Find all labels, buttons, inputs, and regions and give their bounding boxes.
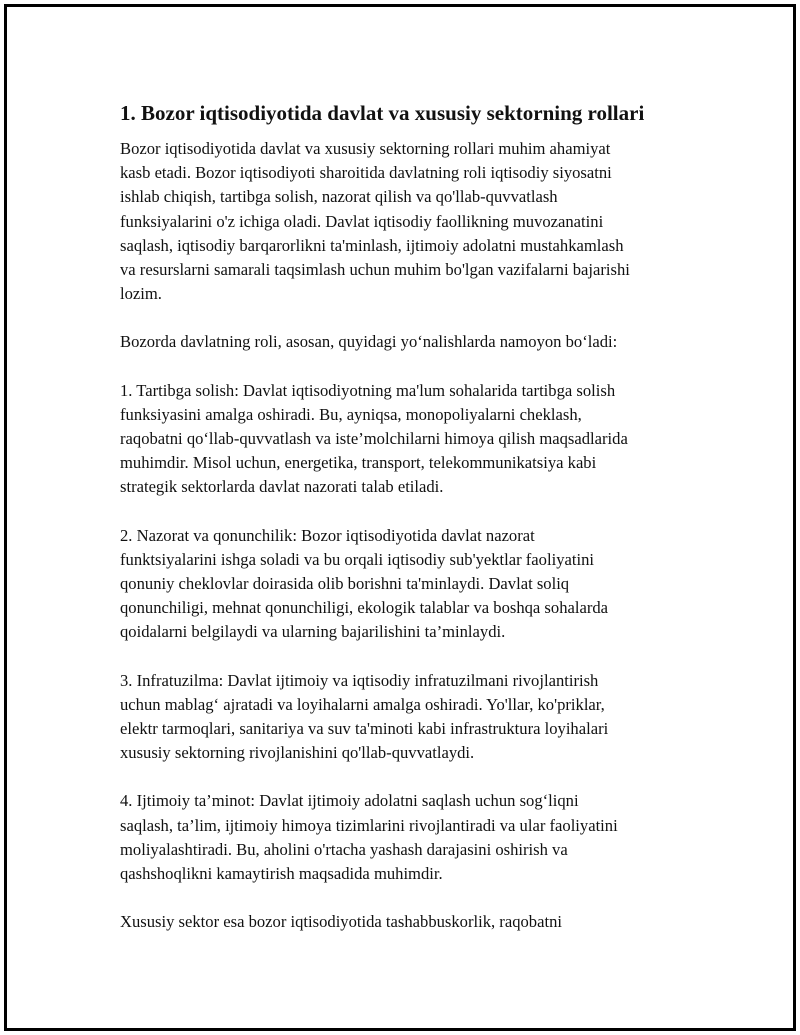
- text-line: muhimdir. Misol uchun, energetika, transport, telekommunikatsiya kabi: [120, 453, 597, 473]
- paragraph-item-3: [120, 669, 710, 766]
- paragraph-item-2: [120, 524, 710, 645]
- text-line: kasb etadi. Bozor iqtisodiyoti sharoitida davlatning roli iqtisodiy siyosatni: [120, 163, 612, 183]
- text-line: moliyalashtiradi. Bu, aholini o'rtacha yashash darajasini oshirish va: [120, 839, 568, 859]
- document-body: [120, 99, 710, 958]
- paragraph-private-sector: [120, 910, 710, 934]
- text-line: saqlash, iqtisodiy barqarorlikni ta'minlash, ijtimoiy adolatni mustahkamlash: [120, 235, 624, 255]
- text-line: qonunchiligi, mehnat qonunchiligi, ekologik talablar va boshqa sohalarda: [120, 598, 609, 618]
- text-line: strategik sektorlarda davlat nazorati talab etiladi.: [120, 477, 444, 497]
- text-line: saqlash, ta’lim, ijtimoiy himoya tizimlarini rivojlantiradi va ular faoliyatini: [120, 815, 618, 835]
- text-line: qoidalarni belgilaydi va ularning bajarilishini ta’minlaydi.: [120, 622, 506, 642]
- text-line: xususiy sektorning rivojlanishini qo'llab-quvvatlaydi.: [120, 743, 475, 763]
- text-line: 3. Infratuzilma: Davlat ijtimoiy va iqtisodiy infratuzilmani rivojlantirish: [120, 670, 599, 690]
- text-line: 2. Nazorat va qonunchilik: Bozor iqtisodiyotida davlat nazorat: [120, 525, 535, 545]
- paragraph-item-4: [120, 789, 710, 886]
- text-line: qonuniy cheklovlar doirasida olib borishni ta'minlaydi. Davlat soliq: [120, 574, 570, 594]
- text-line: ishlab chiqish, tartibga solish, nazorat qilish va qo'llab-quvvatlash: [120, 187, 558, 207]
- text-line: elektr tarmoqlari, sanitariya va suv ta'minoti kabi infrastruktura loyihalari: [120, 719, 609, 739]
- text-line: 4. Ijtimoiy ta’minot: Davlat ijtimoiy adolatni saqlash uchun sog‘liqni: [120, 791, 579, 811]
- text-line: funksiyalarini o'z ichiga oladi. Davlat iqtisodiy faollikning muvozanatini: [120, 211, 604, 231]
- text-line: 1. Tartibga solish: Davlat iqtisodiyotning ma'lum sohalarida tartibga solish: [120, 380, 616, 400]
- text-line: va resurslarni samarali taqsimlash uchun muhim bo'lgan vazifalarni bajarishi: [120, 260, 630, 280]
- text-line: Xususiy sektor esa bozor iqtisodiyotida tashabbuskorlik, raqobatni: [120, 912, 562, 932]
- paragraph-roles-intro: [120, 330, 710, 354]
- text-line: funksiyasini amalga oshiradi. Bu, ayniqsa, monopoliyalarni cheklash,: [120, 404, 582, 424]
- paragraph-intro: [120, 137, 710, 306]
- text-line: lozim.: [120, 284, 162, 304]
- page-frame: [4, 4, 796, 1031]
- text-line: raqobatni qo‘llab-quvvatlash va iste’molchilarni himoya qilish maqsadlarida: [120, 429, 628, 449]
- section-heading: 1. Bozor iqtisodiyotida davlat va xususiy sektorning rollari: [120, 101, 645, 125]
- text-line: Bozor iqtisodiyotida davlat va xususiy sektorning rollari muhim ahamiyat: [120, 139, 611, 158]
- text-line: funktsiyalarini ishga soladi va bu orqali iqtisodiy sub'yektlar faoliyatini: [120, 549, 594, 569]
- text-line: Bozorda davlatning roli, asosan, quyidagi yo‘nalishlarda namoyon bo‘ladi:: [120, 332, 618, 352]
- paragraph-item-1: [120, 379, 710, 500]
- text-line: uchun mablag‘ ajratadi va loyihalarni amalga oshiradi. Yo'llar, ko'priklar,: [120, 694, 605, 714]
- text-line: qashshoqlikni kamaytirish maqsadida muhimdir.: [120, 864, 443, 884]
